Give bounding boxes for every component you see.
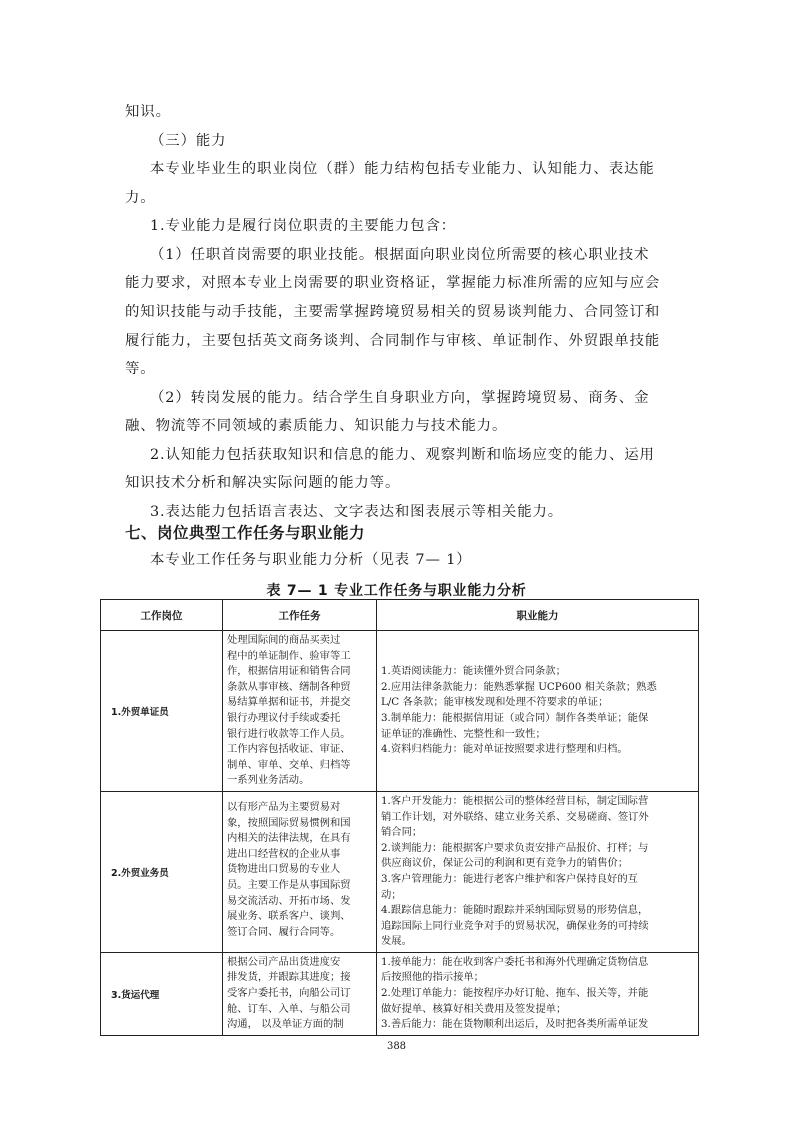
task-line: 处理国际间的商品买卖过 bbox=[227, 634, 341, 646]
ability-line: 4.资料归档能力：能对单证按照要求进行整理和归档。 bbox=[381, 743, 628, 756]
ability-line: 做好提单、核算好相关费用及签发提单； bbox=[381, 1002, 567, 1015]
post-cell: 3.货运代理 bbox=[101, 952, 223, 1035]
post-cell: 1.外贸单证员 bbox=[101, 631, 223, 792]
paragraph-line: 的知识技能与动手技能，主要需掌握跨境贸易相关的贸易谈判能力、合同签订和 bbox=[125, 304, 661, 320]
ability-line: 3.制单能力：能根据信用证（或合同）制作各类单证；能保 bbox=[381, 711, 649, 724]
task-line: 排发货，并跟踪其进度；接 bbox=[227, 971, 351, 984]
paragraph-line: 等。 bbox=[125, 361, 156, 377]
paragraph-line: 力。 bbox=[125, 190, 156, 206]
task-line: 进出口经营权的企业从事 bbox=[227, 847, 341, 860]
task-line: 展业务、联系客户、谈判、 bbox=[227, 910, 351, 923]
task-line: 签订合同、履行合同等。 bbox=[227, 925, 341, 938]
section-heading: 七、岗位典型工作任务与职业能力 bbox=[125, 524, 366, 542]
ability-line: 供应商议价，保证公司的利润和更有竞争力的销售价； bbox=[381, 857, 629, 870]
task-line: 一系列业务活动。 bbox=[227, 774, 310, 787]
task-line: 受客户委托书，向船公司订 bbox=[227, 987, 351, 1000]
ability-line: 追踪国际上同行业竞争对手的贸易状况，确保业务的可持续 bbox=[381, 919, 649, 932]
paragraph-line: 知识技术分析和解决实际问题的能力等。 bbox=[125, 475, 401, 491]
task-line: 象，按照国际贸易惯例和国 bbox=[227, 816, 351, 829]
table-header-row bbox=[101, 600, 699, 631]
ability-line: 2.应用法律条款能力：能熟悉掌握 UCP600 相关条款；熟悉 bbox=[381, 680, 657, 693]
task-line: 易交流活动、开拓市场、发 bbox=[227, 894, 351, 907]
ability-line: L/C 各条款；能审核发现和处理不符要求的单证； bbox=[381, 696, 609, 709]
ability-line: 发展。 bbox=[381, 935, 412, 948]
subsection-heading: （三）能力 bbox=[150, 133, 227, 149]
paragraph-line: 2.认知能力包括获取知识和信息的能力、观察判断和临场应变的能力、运用 bbox=[150, 447, 655, 463]
column-header-ability: 职业能力 bbox=[377, 600, 699, 631]
task-line: 作，根据信用证和销售合同 bbox=[227, 665, 351, 678]
paragraph-line: 知识。 bbox=[125, 104, 171, 120]
post-cell: 2.外贸业务员 bbox=[101, 791, 223, 952]
task-cell bbox=[223, 791, 377, 952]
ability-line: 后按照他的指示接单； bbox=[381, 971, 484, 984]
paragraph-line: 能力要求，对照本专业上岗需要的职业资格证，掌握能力标准所需的应知与应会 bbox=[125, 275, 661, 291]
task-line: 银行进行收款等工作人员。 bbox=[227, 727, 351, 740]
table-row bbox=[101, 952, 699, 1035]
ability-cell bbox=[377, 952, 699, 1035]
ability-line: 1.客户开发能力：能根据公司的整体经营目标，制定国际营 bbox=[381, 794, 649, 807]
task-line: 易结算单据和证书，并提交 bbox=[227, 696, 351, 709]
ability-line: 证单证的准确性、完整性和一致性； bbox=[381, 727, 546, 740]
ability-line: 销工作计划，对外联络、建立业务关系、交易磋商、签订外 bbox=[381, 810, 649, 823]
task-line: 员。主要工作是从事国际贸 bbox=[227, 878, 351, 891]
column-header-post: 工作岗位 bbox=[101, 600, 223, 631]
ability-cell bbox=[377, 791, 699, 952]
task-line: 银行办理议付手续或委托 bbox=[227, 711, 341, 724]
ability-line: 3.客户管理能力：能进行老客户维护和客户保持良好的互 bbox=[381, 872, 638, 885]
ability-line: 动； bbox=[381, 888, 402, 901]
table-intro: 本专业工作任务与职业能力分析（见表 7— 1） bbox=[150, 552, 472, 568]
task-line: 制单、审单、交单、归档等 bbox=[227, 758, 351, 771]
task-line: 根据公司产品出货进度安 bbox=[227, 955, 341, 968]
ability-line: 3.善后能力：能在货物顺利出运后，及时把各类所需单证发 bbox=[381, 1018, 649, 1031]
ability-line: 2.处理订单能力：能按程序办好订舱、拖车、报关等，并能 bbox=[381, 987, 649, 1000]
task-cell bbox=[223, 631, 377, 792]
task-ability-table bbox=[100, 599, 699, 1036]
page-number: 388 bbox=[386, 1041, 407, 1052]
task-line: 沟通， 以及单证方面的制 bbox=[227, 1018, 344, 1031]
table-row bbox=[101, 631, 699, 792]
paragraph-line: （1）任职首岗需要的职业技能。根据面向职业岗位所需要的核心职业技术 bbox=[150, 247, 650, 263]
ability-line: 1.英语阅读能力：能读懂外贸合同条款； bbox=[381, 665, 566, 678]
task-line: 条款从事审核、缮制各种贸 bbox=[227, 680, 351, 693]
table-row bbox=[101, 791, 699, 952]
task-line: 程中的单证制作、验审等工 bbox=[227, 649, 351, 662]
task-line: 工作内容包括收证、审证、 bbox=[227, 743, 351, 756]
paragraph-line: 1.专业能力是履行岗位职责的主要能力包含： bbox=[150, 218, 457, 234]
paragraph-line: 本专业毕业生的职业岗位（群）能力结构包括专业能力、认知能力、表达能 bbox=[150, 161, 655, 177]
paragraph-line: 履行能力，主要包括英文商务谈判、合同制作与审核、单证制作、外贸跟单技能 bbox=[125, 333, 661, 349]
ability-line: 销合同； bbox=[381, 826, 423, 839]
ability-line: 1.接单能力：能在收到客户委托书和海外代理确定货物信息 bbox=[381, 955, 649, 968]
task-cell bbox=[223, 952, 377, 1035]
column-header-task: 工作任务 bbox=[223, 600, 377, 631]
ability-cell bbox=[377, 631, 699, 792]
task-line: 舱、订车、入单、与船公司 bbox=[227, 1002, 351, 1015]
task-line: 内相关的法律法规，在具有 bbox=[227, 832, 351, 845]
table-title: 表 7— 1 专业工作任务与职业能力分析 bbox=[266, 583, 527, 599]
task-line: 以有形产品为主要贸易对 bbox=[227, 800, 341, 813]
task-line: 货物进出口贸易的专业人 bbox=[227, 863, 341, 876]
paragraph-line: 3.表达能力包括语言表达、文字表达和图表展示等相关能力。 bbox=[150, 504, 564, 520]
ability-line: 4.跟踪信息能力：能随时跟踪并采纳国际贸易的形势信息， bbox=[381, 904, 649, 917]
paragraph-line: 融、物流等不同领域的素质能力、知识能力与技术能力。 bbox=[125, 418, 508, 434]
paragraph-line: （2）转岗发展的能力。结合学生自身职业方向，掌握跨境贸易、商务、金 bbox=[150, 390, 650, 406]
ability-line: 2.谈判能力：能根据客户要求负责安排产品报价、打样；与 bbox=[381, 841, 649, 854]
